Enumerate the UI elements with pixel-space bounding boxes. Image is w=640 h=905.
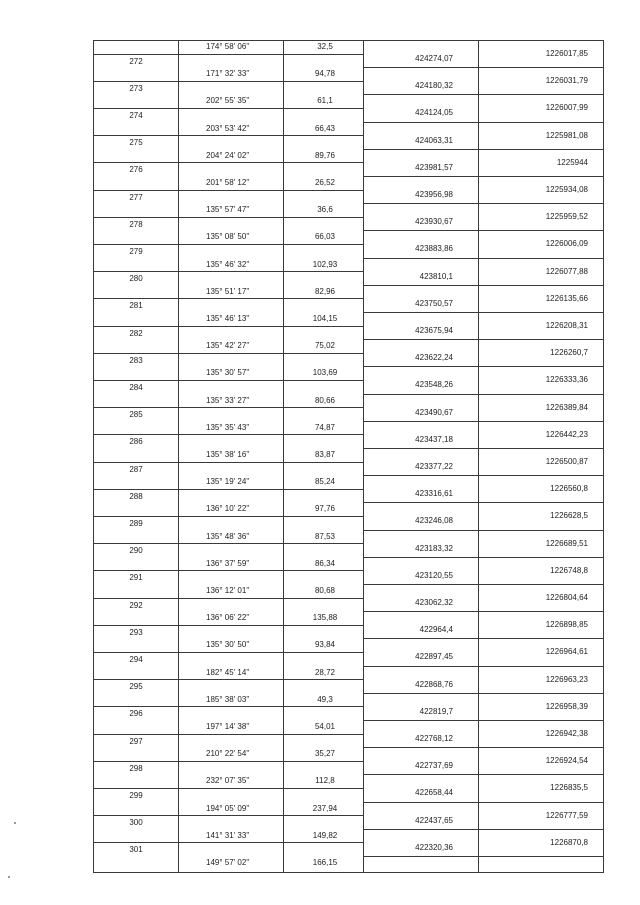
distance-cell: 54,01 [314,722,336,731]
x-coordinate-cell: 423183,32 [415,544,453,553]
point-number-cell: 276 [129,165,143,174]
y-coordinate-cell: 1226208,31 [545,321,588,330]
row-divider [93,842,94,843]
y-coordinate-cell: 1226898,85 [545,620,588,629]
x-coordinate-cell: 423883,86 [415,244,453,253]
y-coordinate-cell: 1226500,87 [545,457,588,466]
y-coordinate-cell: 1226777,59 [545,811,588,820]
distance-cell: 93,84 [314,640,336,649]
row-divider [363,530,604,531]
row-divider [93,489,364,490]
y-coordinate-cell: 1226628,5 [550,511,588,520]
row-divider [93,326,364,327]
distance-cell: 80,68 [314,586,336,595]
y-coordinate-cell: 1226007,99 [545,103,588,112]
distance-cell: 94,78 [314,69,336,78]
point-number-cell: 289 [129,519,143,528]
angle-cell: 182° 45' 14" [206,668,250,677]
y-coordinate-cell: 1226560,8 [550,484,588,493]
row-divider [93,734,94,735]
x-coordinate-cell: 423062,32 [415,598,453,607]
y-coordinate-cell: 1226077,88 [545,267,588,276]
x-coordinate-cell: 424063,31 [415,136,453,145]
point-number-cell: 297 [129,737,143,746]
distance-cell: 104,15 [312,314,338,323]
x-coordinate-cell: 423750,57 [415,299,453,308]
point-number-cell: 299 [129,791,143,800]
angle-cell: 136° 10' 22" [206,504,250,513]
distance-cell: 83,87 [314,450,336,459]
row-divider [363,475,604,476]
y-coordinate-cell: 1226017,85 [545,49,588,58]
y-coordinate-cell: 1225981,08 [545,131,588,140]
x-coordinate-cell: 423981,57 [415,163,453,172]
point-number-cell: 294 [129,655,143,664]
row-divider [93,652,364,653]
angle-cell: 135° 30' 50" [206,640,250,649]
row-divider [93,788,94,789]
point-number-cell: 282 [129,329,143,338]
angle-cell: 135° 19' 24" [206,477,250,486]
point-number-cell: 293 [129,628,143,637]
row-divider [363,122,604,123]
x-coordinate-cell: 423316,61 [415,489,453,498]
point-number-cell: 300 [129,818,143,827]
point-number-cell: 286 [129,437,143,446]
row-divider [93,135,364,136]
scan-speck [8,876,10,878]
x-coordinate-cell: 422819,7 [419,707,453,716]
angle-cell: 135° 57' 47" [206,205,250,214]
row-divider [363,203,604,204]
x-coordinate-cell: 424274,07 [415,54,453,63]
y-coordinate-cell: 1226442,23 [545,430,588,439]
x-coordinate-cell: 423120,55 [415,571,453,580]
column-border [178,40,179,872]
point-number-cell: 290 [129,546,143,555]
row-divider [93,353,364,354]
row-divider [93,543,94,544]
angle-cell: 203° 53' 42" [206,124,250,133]
row-divider [93,462,364,463]
distance-cell: 102,93 [312,260,338,269]
row-divider [93,81,94,82]
distance-cell: 86,34 [314,559,336,568]
point-number-cell: 273 [129,84,143,93]
point-number-cell: 277 [129,193,143,202]
distance-cell: 32,5 [317,42,333,51]
row-divider [93,271,364,272]
y-coordinate-cell: 1226260,7 [550,348,588,357]
y-coordinate-cell: 1226333,36 [545,375,588,384]
row-divider [93,679,364,680]
y-coordinate-cell: 1226870,8 [550,838,588,847]
row-divider [363,611,604,612]
y-coordinate-cell: 1226135,66 [545,294,588,303]
distance-cell: 149,82 [312,831,338,840]
point-number-cell: 283 [129,356,143,365]
distance-cell: 166,15 [312,858,338,867]
table-top-border [93,40,604,41]
row-divider [363,339,604,340]
angle-cell: 171° 32' 33" [206,69,250,78]
y-coordinate-cell: 1226963,23 [545,675,588,684]
x-coordinate-cell: 422768,12 [415,734,453,743]
distance-cell: 87,53 [314,532,336,541]
angle-cell: 135° 46' 13" [206,314,250,323]
x-coordinate-cell: 423675,94 [415,326,453,335]
angle-cell: 197° 14' 38" [206,722,250,731]
row-divider [363,421,604,422]
row-divider [93,598,364,599]
row-divider [93,244,364,245]
x-coordinate-cell: 424124,05 [415,108,453,117]
row-divider [93,108,364,109]
row-divider [93,190,94,191]
angle-cell: 185° 38' 03" [206,695,250,704]
row-divider [93,108,94,109]
angle-cell: 135° 33' 27" [206,396,250,405]
x-coordinate-cell: 423377,22 [415,462,453,471]
point-number-cell: 275 [129,138,143,147]
row-divider [363,67,604,68]
point-number-cell: 278 [129,220,143,229]
y-coordinate-cell: 1226748,8 [550,566,588,575]
distance-cell: 82,96 [314,287,336,296]
y-coordinate-cell: 1225934,08 [545,185,588,194]
row-divider [93,625,94,626]
angle-cell: 232° 07' 35" [206,776,250,785]
angle-cell: 135° 46' 32" [206,260,250,269]
x-coordinate-cell: 422658,44 [415,788,453,797]
x-coordinate-cell: 423810,1 [419,272,453,281]
x-coordinate-cell: 423246,08 [415,516,453,525]
distance-cell: 74,87 [314,423,336,432]
point-number-cell: 285 [129,410,143,419]
row-divider [93,407,364,408]
distance-cell: 103,69 [312,368,338,377]
distance-cell: 89,76 [314,151,336,160]
distance-cell: 36,6 [317,205,333,214]
distance-cell: 35,27 [314,749,336,758]
x-coordinate-cell: 423956,98 [415,190,453,199]
angle-cell: 141° 31' 33" [206,831,250,840]
point-number-cell: 284 [129,383,143,392]
point-number-cell: 295 [129,682,143,691]
row-divider [363,176,604,177]
angle-cell: 210° 22' 54" [206,749,250,758]
angle-cell: 136° 37' 59" [206,559,250,568]
row-divider [363,448,604,449]
row-divider [93,298,364,299]
row-divider [93,190,364,191]
row-divider [363,149,604,150]
x-coordinate-cell: 423490,67 [415,408,453,417]
row-divider [93,380,364,381]
distance-cell: 66,03 [314,232,336,241]
row-divider [363,94,604,95]
x-coordinate-cell: 422868,76 [415,680,453,689]
row-divider [363,856,604,857]
row-divider [93,380,94,381]
row-divider [93,407,94,408]
angle-cell: 201° 58' 12" [206,178,250,187]
y-coordinate-cell: 1226958,39 [545,702,588,711]
distance-cell: 135,88 [312,613,338,622]
row-divider [93,217,94,218]
y-coordinate-cell: 1226835,5 [550,783,588,792]
angle-cell: 202° 55' 35" [206,96,250,105]
row-divider [93,135,94,136]
row-divider [93,434,364,435]
distance-cell: 112,8 [315,776,335,785]
x-coordinate-cell: 422437,65 [415,816,453,825]
row-divider [363,693,604,694]
point-number-cell: 301 [129,845,143,854]
x-coordinate-cell: 423930,67 [415,217,453,226]
row-divider [363,230,604,231]
angle-cell: 135° 30' 57" [206,368,250,377]
angle-cell: 204° 24' 02" [206,151,250,160]
y-coordinate-cell: 1226804,64 [545,593,588,602]
y-coordinate-cell: 1226942,38 [545,729,588,738]
row-divider [93,298,94,299]
row-divider [363,747,604,748]
distance-cell: 28,72 [314,668,336,677]
y-coordinate-cell: 1226964,61 [545,647,588,656]
row-divider [363,557,604,558]
row-divider [93,54,94,55]
point-number-cell: 292 [129,601,143,610]
row-divider [93,353,94,354]
x-coordinate-cell: 422320,36 [415,843,453,852]
distance-cell: 75,02 [314,341,336,350]
x-coordinate-cell: 423548,26 [415,380,453,389]
y-coordinate-cell: 1225944 [556,158,588,167]
point-number-cell: 274 [129,111,143,120]
angle-cell: 135° 35' 43" [206,423,250,432]
distance-cell: 85,24 [314,477,336,486]
row-divider [363,312,604,313]
x-coordinate-cell: 422897,45 [415,652,453,661]
row-divider [363,285,604,286]
table-bottom-border [93,872,604,873]
x-coordinate-cell: 422964,4 [419,625,453,634]
distance-cell: 49,3 [317,695,333,704]
angle-cell: 135° 51' 17" [206,287,250,296]
point-number-cell: 279 [129,247,143,256]
point-number-cell: 281 [129,301,143,310]
angle-cell: 135° 48' 36" [206,532,250,541]
row-divider [93,516,94,517]
row-divider [363,584,604,585]
row-divider [363,829,604,830]
point-number-cell: 291 [129,573,143,582]
row-divider [93,734,364,735]
row-divider [93,54,364,55]
row-divider [363,258,604,259]
distance-cell: 26,52 [314,178,336,187]
row-divider [93,761,94,762]
row-divider [93,679,94,680]
row-divider [363,774,604,775]
column-border [93,40,94,872]
row-divider [93,652,94,653]
row-divider [93,489,94,490]
row-divider [93,815,94,816]
row-divider [93,815,364,816]
angle-cell: 135° 08' 50" [206,232,250,241]
row-divider [93,326,94,327]
distance-cell: 66,43 [314,124,336,133]
row-divider [93,162,364,163]
y-coordinate-cell: 1226389,84 [545,403,588,412]
row-divider [93,244,94,245]
distance-cell: 97,76 [314,504,336,513]
distance-cell: 61,1 [317,96,333,105]
point-number-cell: 288 [129,492,143,501]
angle-cell: 136° 12' 01" [206,586,250,595]
row-divider [93,625,364,626]
x-coordinate-cell: 424180,32 [415,81,453,90]
distance-cell: 80,66 [314,396,336,405]
row-divider [93,271,94,272]
row-divider [363,638,604,639]
angle-cell: 194° 05' 09" [206,804,250,813]
row-divider [93,788,364,789]
distance-cell: 237,94 [312,804,338,813]
row-divider [93,598,94,599]
point-number-cell: 272 [129,57,143,66]
point-number-cell: 287 [129,465,143,474]
angle-cell: 135° 38' 16" [206,450,250,459]
point-number-cell: 298 [129,764,143,773]
row-divider [363,802,604,803]
y-coordinate-cell: 1225959,52 [545,212,588,221]
column-border [283,40,284,872]
point-number-cell: 296 [129,709,143,718]
row-divider [93,706,364,707]
row-divider [93,434,94,435]
row-divider [93,516,364,517]
y-coordinate-cell: 1226924,54 [545,756,588,765]
y-coordinate-cell: 1226006,09 [545,239,588,248]
x-coordinate-cell: 422737,69 [415,761,453,770]
angle-cell: 136° 06' 22" [206,613,250,622]
y-coordinate-cell: 1226689,51 [545,539,588,548]
angle-cell: 174° 58' 06" [206,42,250,51]
row-divider [93,842,364,843]
row-divider [93,543,364,544]
row-divider [363,394,604,395]
row-divider [363,666,604,667]
row-divider [93,217,364,218]
angle-cell: 135° 42' 27" [206,341,250,350]
row-divider [93,162,94,163]
row-divider [93,570,94,571]
row-divider [363,720,604,721]
x-coordinate-cell: 423622,24 [415,353,453,362]
x-coordinate-cell: 423437,18 [415,435,453,444]
angle-cell: 149° 57' 02" [206,858,250,867]
row-divider [93,761,364,762]
row-divider [363,502,604,503]
y-coordinate-cell: 1226031,79 [545,76,588,85]
row-divider [93,706,94,707]
row-divider [93,81,364,82]
row-divider [363,366,604,367]
row-divider [93,570,364,571]
scan-speck [14,822,16,824]
row-divider [93,462,94,463]
point-number-cell: 280 [129,274,143,283]
